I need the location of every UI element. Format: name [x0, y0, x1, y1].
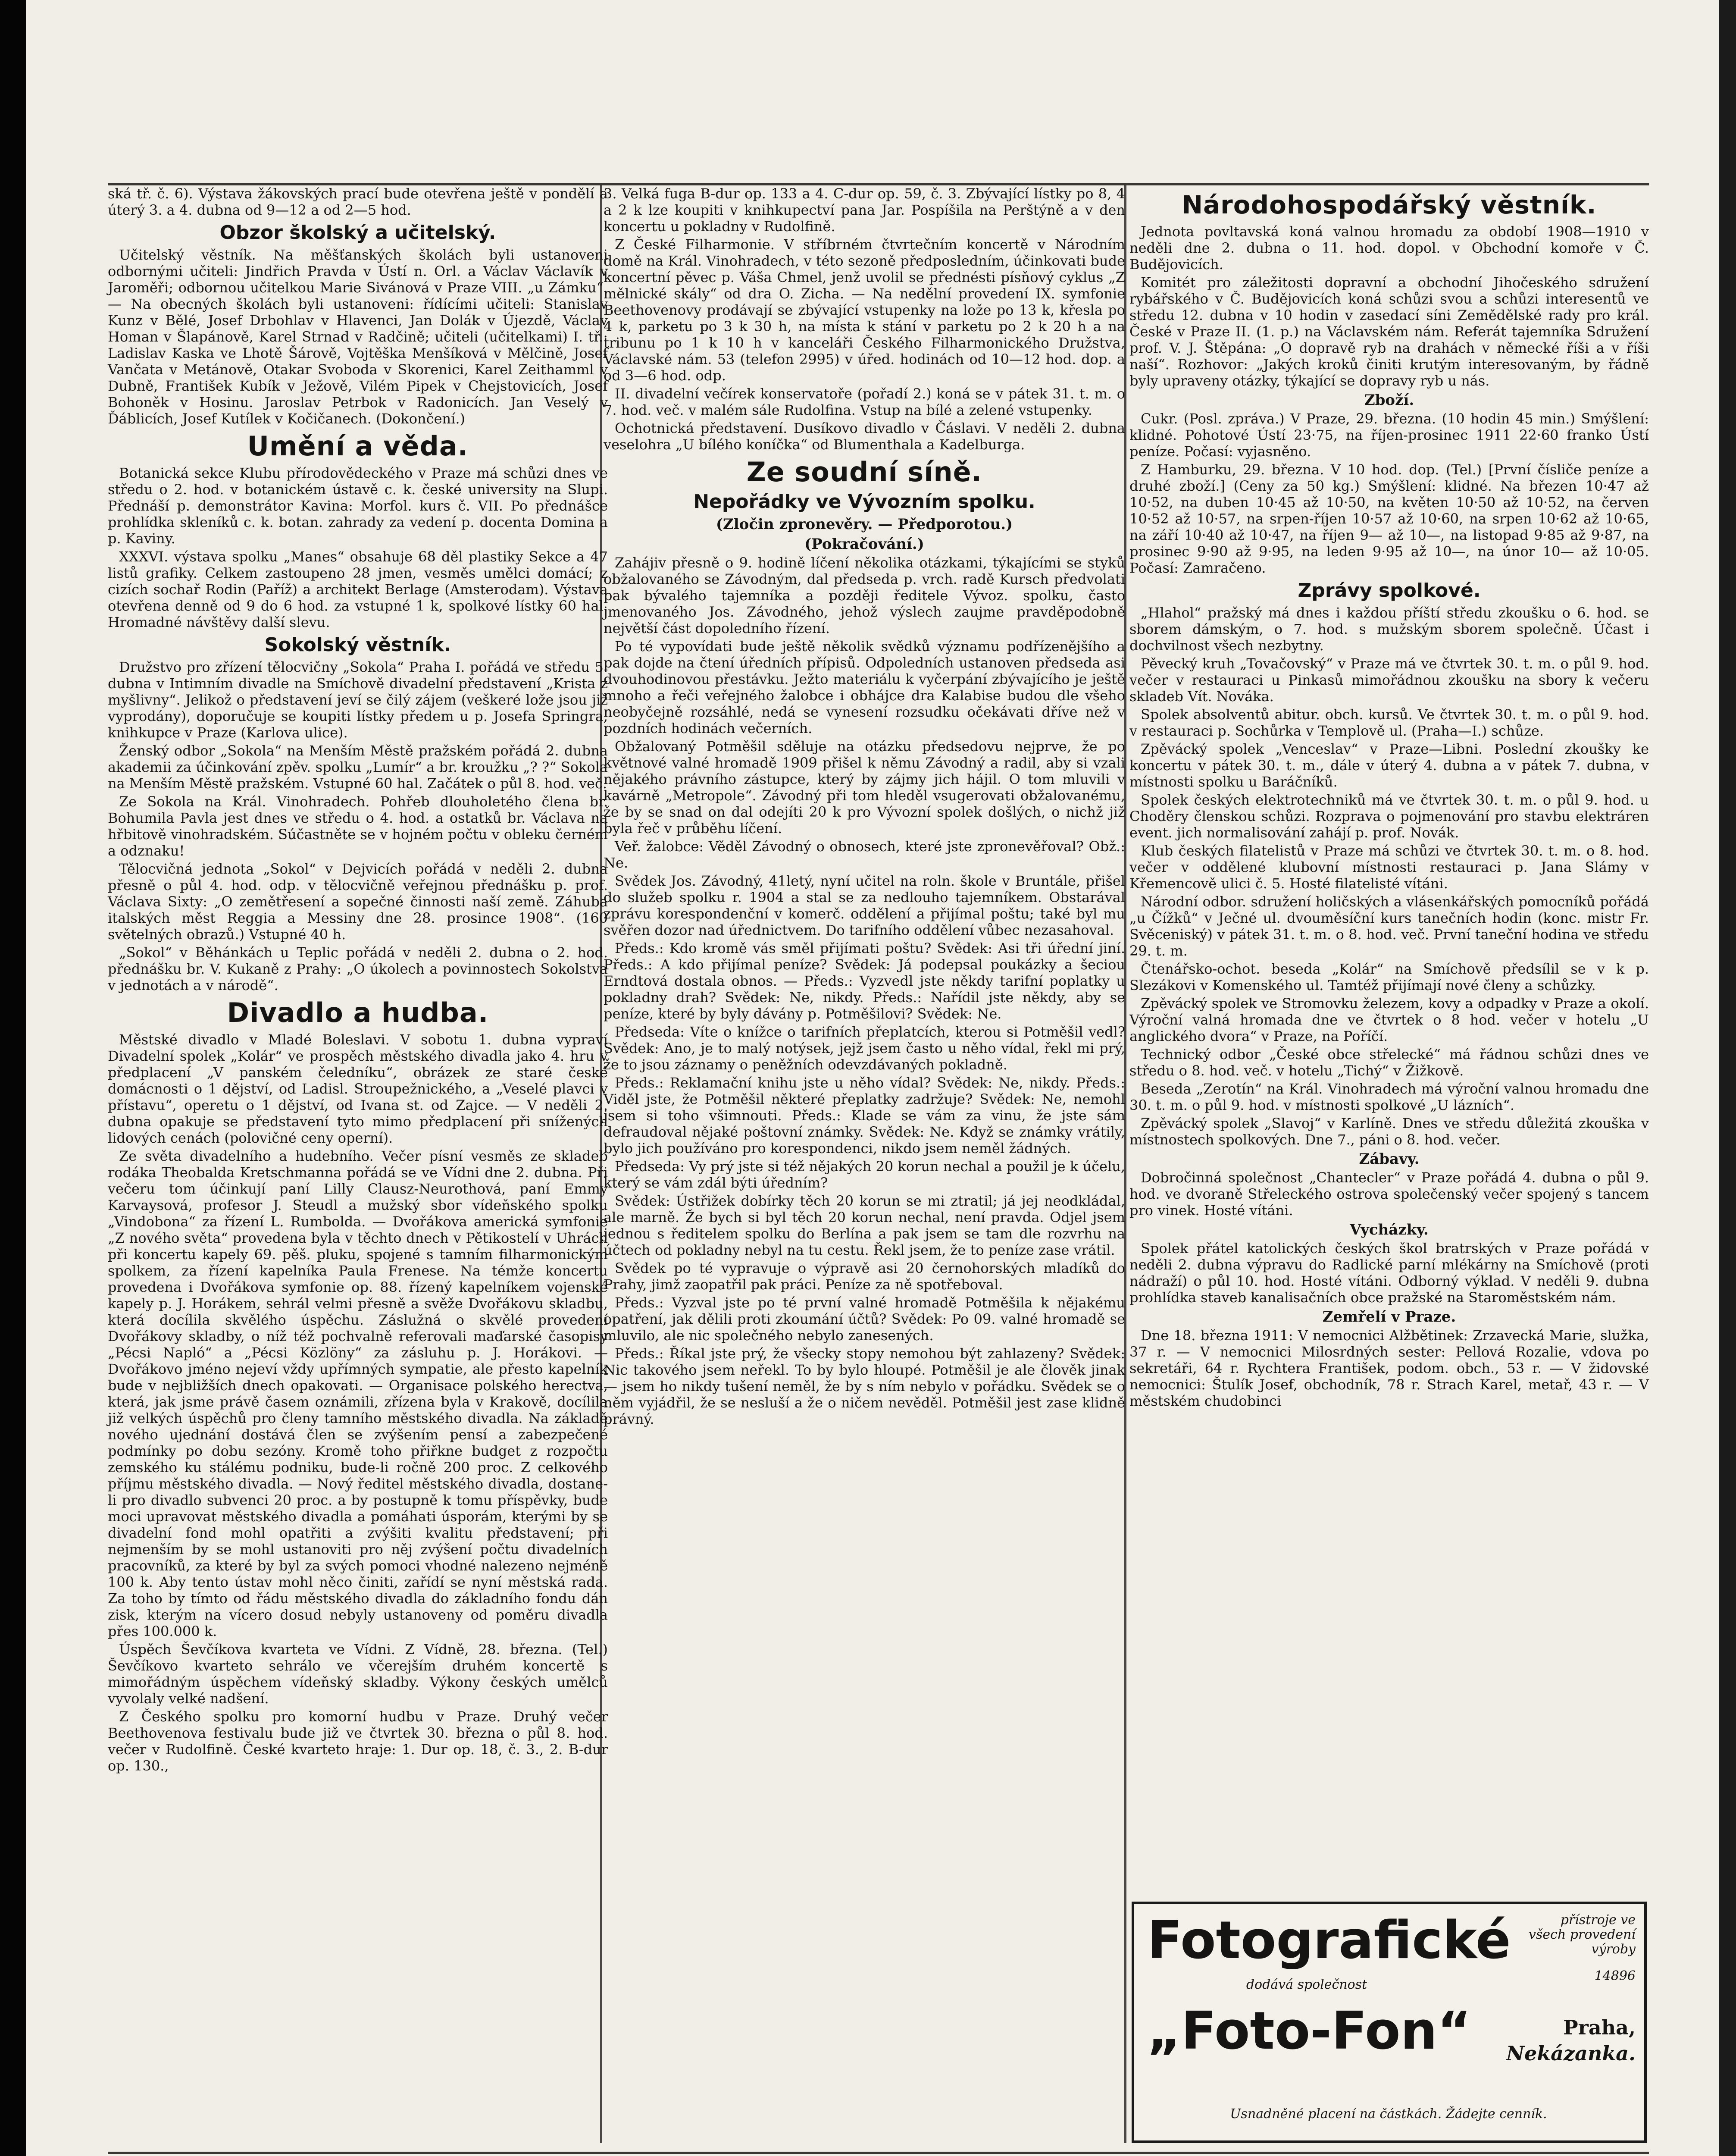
paragraph: Dobročinná společnost „Chantecler“ v Praze pořádá 4. dubna o půl 9. hod. ve dvoraně Střeleckého ostrova společenský večer spojený s tancem pro vinek. Hosté vítáni.: [1129, 1169, 1649, 1219]
paragraph: ská tř. č. 6). Výstava žákovských prací bude otevřena ještě v pondělí a úterý 3. a 4. dubna od 9—12 a od 2—5 hod.: [108, 185, 608, 218]
scan-edge-right: [1719, 0, 1736, 2156]
paragraph: Dne 18. března 1911: V nemocnici Alžbětinek: Zrzavecká Marie, služka, 37 r. — V nemocnici Milosrdných sester: Pellová Rozalie, vdova po sekretáři, 64 r. Rychtera František, podom. obch., 53 r. — V židovské nemocnici: Štulík Josef, obchodník, 78 r. Strach Karel, metař, 43 r. — V městském chudobinci: [1129, 1327, 1649, 1409]
paragraph: Technický odbor „České obce střelecké“ má řádnou schůzi dnes ve středu o 8. hod. več. v hotelu „Tichý“ v Žižkově.: [1129, 1046, 1649, 1079]
paragraph: Veř. žalobce: Věděl Závodný o obnosech, které jste zpronevěřoval? Obž.: Ne.: [604, 838, 1125, 871]
paragraph: XXXVI. výstava spolku „Manes“ obsahuje 68 děl plastiky Sekce a 47 listů grafiky. Celkem zastoupeno 28 jmen, vesměs umělci domácí; z cizích sochař Rodin (Paříž) a architekt Berlage (Amsterodam). Výstava otevřena denně od 9 do 6 hod. za vstupné 1 k, spolkové lístky 60 hal. Hromadné návštěvy další slevu.: [108, 548, 608, 630]
article-title: Nepořádky ve Vývozním spolku.: [693, 491, 1035, 513]
paragraph: Komitét pro záležitosti dopravní a obchodní Jihočeského sdružení rybářského v Č. Budějovicích koná schůzi svou a schůzi interesentů ve středu 12. dubna v 10 hodin v zasedací síni Zemědělské rady pro král. České v Praze II. (1. p.) na Václavském nám. Referát tajemníka Sdružení prof. V. J. Štěpána: „O dopravě ryb na drahách v německé říši a v říši naší“. Rozhovor: „Jakých kroků činiti krutým interesovaným, by řádně byly upraveny otázky, týkající se dopravy ryb u nás.: [1129, 274, 1649, 389]
section-heading-zabavy: Zábavy.: [1359, 1150, 1420, 1168]
article-subtitle: (Zločin zpronevěry. — Předporotou.): [716, 516, 1013, 533]
paragraph: Národní odbor. sdružení holičských a vlásenkářských pomocníků pořádá „u Čížků“ v Ječné ul. dvouměsíční kurs tanečních hodin (konc. mistr Fr. Svěceniský) v pátek 31. t. m. o 8. hod. več. První taneční hodina ve středu 29. t. m.: [1129, 893, 1649, 959]
paragraph: Čtenářsko-ochot. beseda „Kolár“ na Smíchově předsílil se v k p. Slezákovi v Komenského ul. Tamtéž přijímají nové členy a schůzky.: [1129, 961, 1649, 993]
paragraph: Zpěvácký spolek ve Stromovku železem, kovy a odpadky v Praze a okolí. Výroční valná hromada dne ve čtvrtek o 8 hod. večer v hotelu „U anglického dvora“ v Praze, na Poříčí.: [1129, 995, 1649, 1044]
section-heading-narod: Národohospodářský věstník.: [1182, 190, 1597, 219]
paragraph: Zahájiv přesně o 9. hodině líčení několika otázkami, týkajícími se styků obžalovaného se Závodným, dal předseda p. vrch. radě Kursch předvolati pak bývalého tajemníka a později ředitele Vývoz. spolku, často jmenovaného Jos. Závodného, jehož výslech zaujme pravděpodobně největší část dopoledního řízení.: [604, 555, 1125, 636]
section-heading-zemreli: Zemřelí v Praze.: [1322, 1308, 1456, 1326]
ad-dodava: dodává společnost: [1246, 1977, 1367, 1992]
paragraph: Cukr. (Posl. zpráva.) V Praze, 29. března. (10 hodin 45 min.) Smýšlení: klidné. Pohotové Ústí 23·75, na říjen-prosinec 1911 22·60 franko Ústí peníze. Počasí: vyjasněno.: [1129, 411, 1649, 460]
paragraph: Klub českých filatelistů v Praze má schůzi ve čtvrtek 30. t. m. o 8. hod. večer v oddělené klubovní místnosti restauraci p. Jana Slámy v Křemencově ulici č. 5. Hosté filatelisté vítáni.: [1129, 843, 1649, 892]
paragraph: Zpěvácký spolek „Venceslav“ v Praze—Libni. Poslední zkoušky ke koncertu v pátek 30. t. m., dále v úterý 4. dubna a v pátek 7. dubna, v místnosti spolku u Baráčníků.: [1129, 741, 1649, 790]
paragraph: Svědek po té vypravuje o výpravě asi 20 černohorských mladíků do Prahy, jimž zaopatřil pak práci. Peníze za ně spotřeboval.: [604, 1260, 1125, 1293]
paragraph: Předseda: Vy prý jste si též nějakých 20 korun nechal a použil je k účelu, který se vám zdál býti úředním?: [604, 1158, 1125, 1191]
paragraph: Předs.: Vyzval jste po té první valné hromadě Potměšila k nějakému opatření, jak dělili proti zkoumání účtů? Svědek: Po 09. valné hromadě se mluvilo, ale nic společného nebylo zanesených.: [604, 1294, 1125, 1344]
paragraph: Spolek absolventů abitur. obch. kursů. Ve čtvrtek 30. t. m. o půl 9. hod. v restauraci p. Sochůrka v Templově ul. (Praha—I.) schůze.: [1129, 706, 1649, 739]
paragraph: Předs.: Reklamační knihu jste u něho vídal? Svědek: Ne, nikdy. Předs.: Viděl jste, že Potměšil některé přeplatky zadržuje? Svědek: Ne, nemohl jsem si toho všimnouti. Předs.: Klade se vám za vinu, že jste sám defraudoval nějaké poštovní známky. Svědek: Ne. Když se známky vrátily, bylo jich používáno pro korespondenci, nikdo jsem neměl žádných.: [604, 1075, 1125, 1156]
column-2: [604, 185, 1125, 1429]
paragraph: Svědek: Ústřižek dobírky těch 20 korun se mi ztratil; já jej neodkládal, ale marně. Že bych si byl těch 20 korun nechal, není pravda. Odjel jsem jednou s ředitelem spolku do Berlína a pak jsem se tam dle rozvrhu na účtech od pokladny nebyl na tu cestu. Řekl jsem, že to peníze zase vrátil.: [604, 1193, 1125, 1258]
paragraph: Zpěvácký spolek „Slavoj“ v Karlíně. Dnes ve středu důležitá zkouška v místnostech spolkových. Dne 7., páni o 8. hod. večer.: [1129, 1115, 1649, 1148]
ad-number: 14896: [1594, 1968, 1636, 1984]
paragraph: Družstvo pro zřízení tělocvičny „Sokola“ Praha I. pořádá ve středu 5. dubna v Intimním divadle na Smíchově divadelní představení „Krista z myšlivny“. Jelikož o představení jeví se čilý zájem (veškeré lože jsou již vyprodány), doporučuje se koupiti lístky předem u p. Josefa Springra, knihkupce v Praze (Karlova ulice).: [108, 659, 608, 741]
paragraph: Po té vypovídati bude ještě několik svědků významu podřízenějšího a pak dojde na čtení úředních přípisů. Odpoledních ustanoven předseda asi dvouhodinovou přestávku. Ježto materiálu k vyčerpání zbývajícího je ještě mnoho a řeči veřejného žalobce i obhájce dra Kalabise budou dle všeho neobyčejně rozsáhlé, nedá se vynesení rozsudku očekávati dříve než v pozdních hodinách večerních.: [604, 638, 1125, 736]
paragraph: Pěvecký kruh „Tovačovský“ v Praze má ve čtvrtek 30. t. m. o půl 9. hod. večer v restauraci u Pinkasů mimořádnou zkoušku na sbory k večeru skladeb Vít. Nováka.: [1129, 655, 1649, 705]
section-heading-umeni: Umění a věda.: [247, 430, 469, 462]
paragraph: Úspěch Ševčíkova kvarteta ve Vídni. Z Vídně, 28. března. (Tel.) Ševčíkovo kvarteto sehrálo ve včerejším druhém koncertě s mimořádným úspěchem vídeňský skladby. Výkony českých umělců vyvolaly velké nadšení.: [108, 1641, 608, 1707]
paragraph: Svědek Jos. Závodný, 41letý, nyní učitel na roln. škole v Bruntále, přišel do služeb spolku r. 1904 a stal se za nedlouho tajemníkem. Obstarával zprávu korespondenční v komerč. oddělení a přijímal poštu; také byl mu svěřen dozor nad úřednictvem. Do tarifního oddělení vůbec nezasahoval.: [604, 873, 1125, 938]
column-3: [1129, 185, 1649, 1411]
ad-street: Nekázanka.: [1506, 2042, 1636, 2065]
section-heading-sokol: Sokolský věstník.: [264, 634, 451, 656]
paragraph: 3. Velká fuga B-dur op. 133 a 4. C-dur op. 59, č. 3. Zbývající lístky po 8, 4 a 2 k lze koupiti v knihkupectví pana Jar. Pospíšila na Perštýně a v den koncertu u pokladny v Rudolfině.: [604, 185, 1125, 235]
paragraph: Učitelský věstník. Na měšťanských školách byli ustanoveni odbornými učiteli: Jindřich Pravda v Ústí n. Orl. a Václav Václavík v Jaroměři; odbornou učitelkou Marie Sivánová v Praze VIII. „u Zámku“. — Na obecných školách byli ustanoveni: řídícími učiteli: Stanislav Kunz v Bělé, Josef Drbohlav v Hlavenci, Jan Dolák v Újezdě, Václav Homan v Šlapánově, Karel Strnad v Radčině; učiteli (učitelkami) I. tř.: Ladislav Kaska ve Lhotě Šárově, Vojtěška Menšíková v Mělčině, Josef Vančata v Metánově, Otakar Svoboda v Skorenici, Karel Zeithamml v Dubně, František Kubík v Ježově, Vilém Pipek v Chejstovicích, Josef Bohoněk v Hosinu. Jaroslav Petrbok v Radonicích. Jan Veselý v Ďáblicích, Josef Kutílek v Kočičanech. (Dokončení.): [108, 247, 608, 427]
paragraph: II. divadelní večírek konservatoře (pořadí 2.) koná se v pátek 31. t. m. o 7. hod. več. v malém sále Rudolfina. Vstup na bílé a zelené vstupenky.: [604, 385, 1125, 418]
section-heading-vychazky: Vycházky.: [1350, 1221, 1429, 1238]
paragraph: „Sokol“ v Běhánkách u Teplic pořádá v neděli 2. dubna o 2. hod. přednášku br. V. Kukaně z Prahy: „O úkolech a povinnostech Sokolstva v jednotách a v národě“.: [108, 944, 608, 993]
paragraph: Z České Filharmonie. V stříbrném čtvrtečním koncertě v Národním domě na Král. Vinohradech, v této sezoně předposledním, účinkovati bude koncertní pěvec p. Váša Chmel, jenž uvolil se přednésti písňový cyklus „Z mělnické skály“ od dra O. Zicha. — Na nedělní provedení IX. symfonie Beethovenovy prodávají se zbývající vstupenky na lože po 13 k, křesla po 4 k, parketu po 3 k 30 h, na místa k stání v parketu po 2 k 20 h a na tribunu po 1 k 10 h v kanceláři Českého Filharmonického Družstva, Václavské nám. 53 (telefon 2995) v úřed. hodinách od 10—12 hod. dop. a od 3—6 hod. odp.: [604, 236, 1125, 384]
ad-city: Praha,: [1563, 2016, 1636, 2039]
paragraph: Spolek českých elektrotechniků má ve čtvrtek 30. t. m. o půl 9. hod. u Choděry členskou schůzi. Rozprava o pojmenování pro stavbu elektráren event. jich normalisování zahájí p. prof. Novák.: [1129, 792, 1649, 841]
continuation-note: (Pokračování.): [804, 536, 924, 553]
paragraph: Ze světa divadelního a hudebního. Večer písní vesměs ze skladeb rodáka Theobalda Kretschmanna pořádá se ve Vídni dne 2. dubna. Při večeru tom účinkují paní Lilly Clausz-Neurothová, paní Emmy Karvaysová, profesor J. Steudl a mužský sbor vídeňského spolku „Vindobona“ za řízení L. Rumbolda. — Dvořákova americká symfonie „Z nového světa“ provedena byla v těchto dnech v Pětikostelí v Uhrách při koncertu kapely 69. pěš. pluku, spojené s tamním filharmonickým spolkem, za řízení kapelníka Paula Frenese. Na témže koncertu provedena i Dvořákova symfonie op. 88. řízený kapelníkem vojenské kapely p. J. Horákem, sehrál velmi přesně a svěže Dvořákovu skladbu, která docílila skvělého úspěchu. Záslužná o skvělé provedení Dvořákovy skladby, o níž též pochvalně referovali maďarské časopisy „Pécsi Napló“ a „Pécsi Közlöny“ za zásluhu p. J. Horákovi. — Dvořákovo jméno nejeví vždy upřímných sympatie, ale přesto kapelník bude v nejbližších dnech opakovati. — Organisace polského herectva, která, jak jsme právě časem oznámili, zřízena byla v Krakově, docílila již velkých úspěchů pro členy tamního městského divadla. Na základě nového ujednání dostává člen se zvýšením pensí a zabezpečené podmínky po dobu sezóny. Kromě toho přiřkne budget z rozpočtu zemského ku stálému podniku, bude-li ročně 200 proc. Z celkového příjmu městského divadla. — Nový ředitel městského divadla, dostane-li pro divadlo subvenci 20 proc. a by postupně k tomu příspěvky, bude moci upravovat městského divadla a pomáhati úsporám, kterými by se divadelní fond mohl opatřiti a zvýšiti kvalitu představení; při nejmenším by se mohl ustanoviti pro něj zvýšení počtu divadelních pracovníků, za které by byl za svých pomoci vhodné nalezeno nejméně 100 k. Aby tento ústav mohl něco činiti, zařídí se nyní městská rada. Za toho by tímto od řádu městského divadla do základního fondu dán zisk, kterým na vícero dosud nebyly ustanoveny od poměru divadla přes 100.000 k.: [108, 1148, 608, 1639]
section-heading-divadlo: Divadlo a hudba.: [227, 997, 489, 1028]
ad-side-text: přístroje ve všech provedení výroby: [1529, 1912, 1636, 1957]
scan-edge-left: [0, 0, 26, 2156]
paragraph: Botanická sekce Klubu přírodovědeckého v Praze má schůzi dnes ve středu o 2. hod. v botanickém ústavě c. k. české university na Slupi. Přednáší p. demonstrátor Kavina: Morfol. kurs č. VII. Po přednášce prohlídka skleníků c. k. botan. zahrady za vedení p. docenta Domina a p. Kaviny.: [108, 465, 608, 547]
paragraph: Z Hamburku, 29. března. V 10 hod. dop. (Tel.) [První čísliče peníze a druhé zboží.] (Ceny za 50 kg.) Smýšlení: klidné. Na březen 10·47 až 10·52, na duben 10·45 až 10·50, na květen 10·50 až 10·52, na červen 10·52 až 10·57, na srpen-říjen 10·57 až 10·60, na srpen 10·62 až 10·65, na září 10·40 až 10·47, na říjen 9— až 10—, na listopad 9·85 až 9·87, na prosinec 9·90 až 9·95, na leden 9·95 až 10—, na únor 10— až 10·05. Počasí: Zamračeno.: [1129, 461, 1649, 576]
section-heading-soud: Ze soudní síně.: [746, 456, 982, 488]
paragraph: Ženský odbor „Sokola“ na Menším Městě pražském pořádá 2. dubna akademii za účinkování zpěv. spolku „Lumír“ a br. kroužku „? ?“ Sokola na Menším Městě pražském. Vstupné 60 hal. Začátek o půl 8. hod. več.: [108, 743, 608, 792]
section-heading-zbozi: Zboží.: [1364, 392, 1414, 409]
paragraph: Ze Sokola na Král. Vinohradech. Pohřeb dlouholetého člena br. Bohumila Pavla jest dnes ve středu o 4. hod. a ostatků br. Václava na hřbitově vinohradském. Súčastněte se v hojném počtu v obleku černém a odznaku!: [108, 793, 608, 859]
section-heading-skolstvi: Obzor školský a učitelský.: [219, 222, 496, 244]
paragraph: Městské divadlo v Mladé Boleslavi. V sobotu 1. dubna vypraví Divadelní spolek „Kolár“ ve prospěch městského divadla jako 4. hru v předplacení „V panském čeledníku“, obrázek ze staré české domácnosti o 1 dějství, od Ladisl. Stroupežnického, a „Veselé plavci v přístavu“, operetu o 1 dějství, od Ivana st. od Zajce. — V neděli 2. dubna opakuje se představení tyto mimo předplacení při snížených lidových cenách (polovičné ceny operní).: [108, 1031, 608, 1146]
ad-headline: Fotografické: [1147, 1911, 1511, 1971]
foto-fon-advertisement: [1132, 1902, 1647, 2143]
paragraph: Jednota povltavská koná valnou hromadu za období 1908—1910 v neděli dne 2. dubna o 11. hod. dopol. v Obchodní komoře v Č. Budějovicích.: [1129, 223, 1649, 273]
paragraph: Spolek přátel katolických českých škol bratrských v Praze pořádá v neděli 2. dubna výpravu do Radlické parní mlékárny na Smíchově (proti nádraží) o půl 10. hod. Hosté vítáni. Odborný výklad. V neděli 9. dubna prohlídka staveb kanalisačních obce pražské na Staroměstském nám.: [1129, 1240, 1649, 1306]
paragraph: Tělocvičná jednota „Sokol“ v Dejvicích pořádá v neděli 2. dubna přesně o půl 4. hod. odp. v tělocvičně veřejnou přednášku p. prof. Václava Sixty: „O zemětřesení a sopečné činnosti naší země. Záhuba italských měst Reggia a Messiny dne 28. prosince 1908“. (160 světelných obrazů.) Vstupné 40 h.: [108, 861, 608, 943]
paragraph: Z Českého spolku pro komorní hudbu v Praze. Druhý večer Beethovenova festivalu bude již ve čtvrtek 30. března o půl 8. hod. večer v Rudolfině. České kvarteto hraje: 1. Dur op. 18, č. 3., 2. B-dur op. 130.,: [108, 1708, 608, 1774]
bottom-rule: [108, 2152, 1649, 2154]
paragraph: Ochotnická představení. Dusíkovo divadlo v Čáslavi. V neděli 2. dubna veselohra „U bílého koníčka“ od Blumenthala a Kadelburga.: [604, 420, 1125, 453]
column-1: [108, 185, 608, 1776]
paragraph: Obžalovaný Potměšil sděluje na otázku předsedovu nejprve, že po květnové valné hromadě 1909 přišel k němu Závodný a radil, aby si vzali nějakého právního zástupce, který by zájmy jich hájil. O tom mluvili v kavárně „Metropole“. Závodný při tom hleděl vsugerovati obžalovanému, že by se snad on dal odejíti 20 k pro Vývozní spolek došlých, o nichž již byla řeč v průběhu líčení.: [604, 738, 1125, 837]
paragraph: Předs.: Říkal jste prý, že všecky stopy nemohou být zahlazeny? Svědek: Nic takového jsem neřekl. To by bylo hloupé. Potměšil je ale člověk jinak — jsem ho nikdy tušení neměl, že by s ním nebylo v pořádku. Svědek se o něm vyjádřil, že se nesluší a že o ničem nevěděl. Potměšil jest zase klidně právný.: [604, 1345, 1125, 1427]
paragraph: „Hlahol“ pražský má dnes i každou příští středu zkoušku o 6. hod. se sborem dámským, o 7. hod. s mužským sborem společně. Účast i dochvilnost všech nezbytny.: [1129, 605, 1649, 654]
ad-footer: Usnadněné placení na částkách. Žádejte cenník.: [1230, 2106, 1547, 2122]
paragraph: Předseda: Víte o knížce o tarifních přeplatcích, kterou si Potměšil vedl? Svědek: Ano, je to malý notýsek, jejž jsem často u něho vídal, řekl mi prý, že to jsou záznamy o peněžních odevzdávaných pokladně.: [604, 1024, 1125, 1073]
section-heading-zpravy: Zprávy spolkové.: [1298, 580, 1481, 602]
ad-brand: „Foto-Fon“: [1147, 2001, 1471, 2061]
paragraph: Beseda „Zerotín“ na Král. Vinohradech má výroční valnou hromadu dne 30. t. m. o půl 9. hod. v místnosti spolkové „U lázních“.: [1129, 1081, 1649, 1113]
paragraph: Předs.: Kdo kromě vás směl přijímati poštu? Svědek: Asi tři úřední jiní. Předs.: A kdo přijímal peníze? Svědek: Já podepsal poukázky a šeciou Erndtová dostala obnos. — Předs.: Vyzvedl jste někdy tarifní poplatky u pokladny drah? Svědek: Ne, nikdy. Předs.: Nařídil jste někdy, aby se peníze, které by byly dávány p. Potměšilovi? Svědek: Ne.: [604, 940, 1125, 1022]
